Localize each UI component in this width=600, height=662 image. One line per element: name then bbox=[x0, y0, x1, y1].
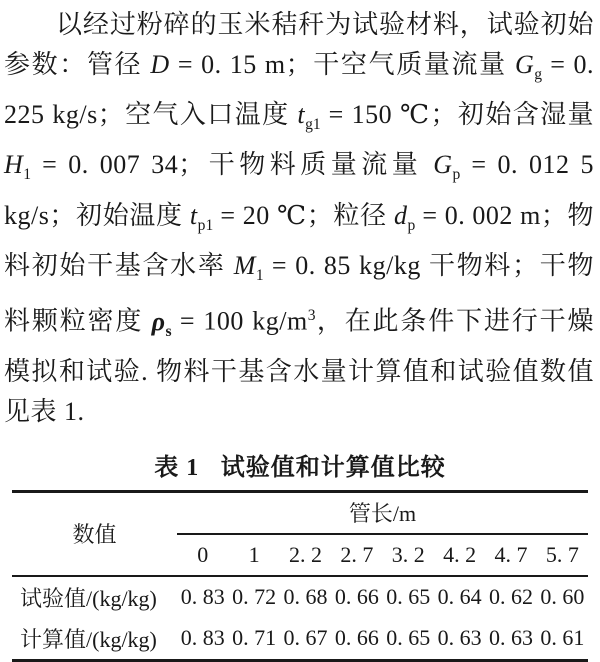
table-column-header: 4. 7 bbox=[485, 534, 536, 576]
table-cell: 0. 63 bbox=[437, 625, 482, 651]
table-cell: 0. 83 bbox=[180, 625, 225, 651]
table-cell: 0. 65 bbox=[386, 625, 431, 651]
math-variable: $t_{g1}$ bbox=[297, 100, 321, 134]
math-variable: $d_p$ bbox=[393, 200, 416, 234]
math-variable: $H_1$ bbox=[4, 150, 32, 184]
table-cell: 0. 61 bbox=[540, 625, 585, 651]
table-column-header: 4. 2 bbox=[434, 534, 485, 576]
subscript: 1 bbox=[23, 166, 32, 184]
table-cell: 0. 66 bbox=[334, 584, 379, 610]
subscript: g bbox=[534, 66, 543, 84]
superscript: 3 bbox=[307, 306, 316, 324]
table-column-header: 0 bbox=[177, 534, 228, 576]
table-cell: 0. 62 bbox=[488, 584, 533, 610]
body-paragraph: 以经过粉碎的玉米秸秆为试验材料，试验初始参数：管径 D = 0. 15 m；干空气质量流量 $G_g = 0$. 225 kg/s；空气入口温度 $t_{g1} = 150$ ℃；初始含湿量 $H_1 = 0$. 007 34；干物料质量流量 $G_p = 0$. 012 5 kg/s；初始温度 $t_{p1} = 20$ ℃；粒径 $d_p = 0$. 002 m；物料初始干基含水率 $M_1 = 0$. 85 kg/kg 干物料；干物料颗粒密度 $\rho_s = 100$ $kg/m^3$，在此条件下进行干燥模拟和试验. 物料干基含水量计算值和试验值数值见表 1. bbox=[4, 10, 595, 426]
table-column-header: 3. 2 bbox=[383, 534, 434, 576]
table-column-header: 5. 7 bbox=[537, 534, 588, 576]
math-variable: $G_g$ bbox=[514, 50, 543, 84]
table-row bbox=[12, 618, 588, 661]
paper-page bbox=[0, 5, 600, 662]
table-cell: 0. 63 bbox=[488, 625, 533, 651]
table-cell: 0. 68 bbox=[283, 584, 328, 610]
subscript: p1 bbox=[197, 216, 214, 234]
table-span-header: 管长/m bbox=[177, 491, 588, 534]
subscript: g1 bbox=[305, 116, 321, 134]
table-caption-label: 表 1 bbox=[154, 454, 200, 481]
subscript: p bbox=[407, 216, 416, 234]
math-variable: D bbox=[150, 50, 170, 79]
table-caption bbox=[0, 447, 600, 482]
table-row-label: 试验值/(kg/kg) bbox=[20, 585, 157, 611]
table-cell: 0. 65 bbox=[386, 584, 431, 610]
math-variable: $G_p$ bbox=[433, 150, 461, 184]
table-column-header: 2. 7 bbox=[331, 534, 382, 576]
table-row-label: 计算值/(kg/kg) bbox=[20, 626, 157, 652]
table-column-header: 2. 2 bbox=[280, 534, 331, 576]
math-variable: $\rho_s$ bbox=[151, 306, 172, 340]
table-cell: 0. 67 bbox=[283, 625, 328, 651]
table-row bbox=[12, 576, 588, 618]
table-cell: 0. 60 bbox=[540, 584, 585, 610]
subscript: 1 bbox=[255, 266, 264, 284]
math-variable: $t_{p1}$ bbox=[189, 200, 214, 234]
table-caption-title: 试验值和计算值比较 bbox=[220, 454, 446, 481]
subscript: s bbox=[165, 322, 172, 340]
subscript: p bbox=[452, 166, 461, 184]
table-cell: 0. 64 bbox=[437, 584, 482, 610]
math-variable: $M_1$ bbox=[233, 250, 264, 284]
table-cell: 0. 71 bbox=[232, 625, 277, 651]
table-cell: 0. 72 bbox=[232, 584, 277, 610]
table-stub-header: 数值 bbox=[12, 491, 177, 576]
table-cell: 0. 66 bbox=[334, 625, 379, 651]
table-column-header: 1 bbox=[228, 534, 279, 576]
table-cell: 0. 83 bbox=[180, 584, 225, 610]
comparison-table bbox=[12, 490, 588, 662]
